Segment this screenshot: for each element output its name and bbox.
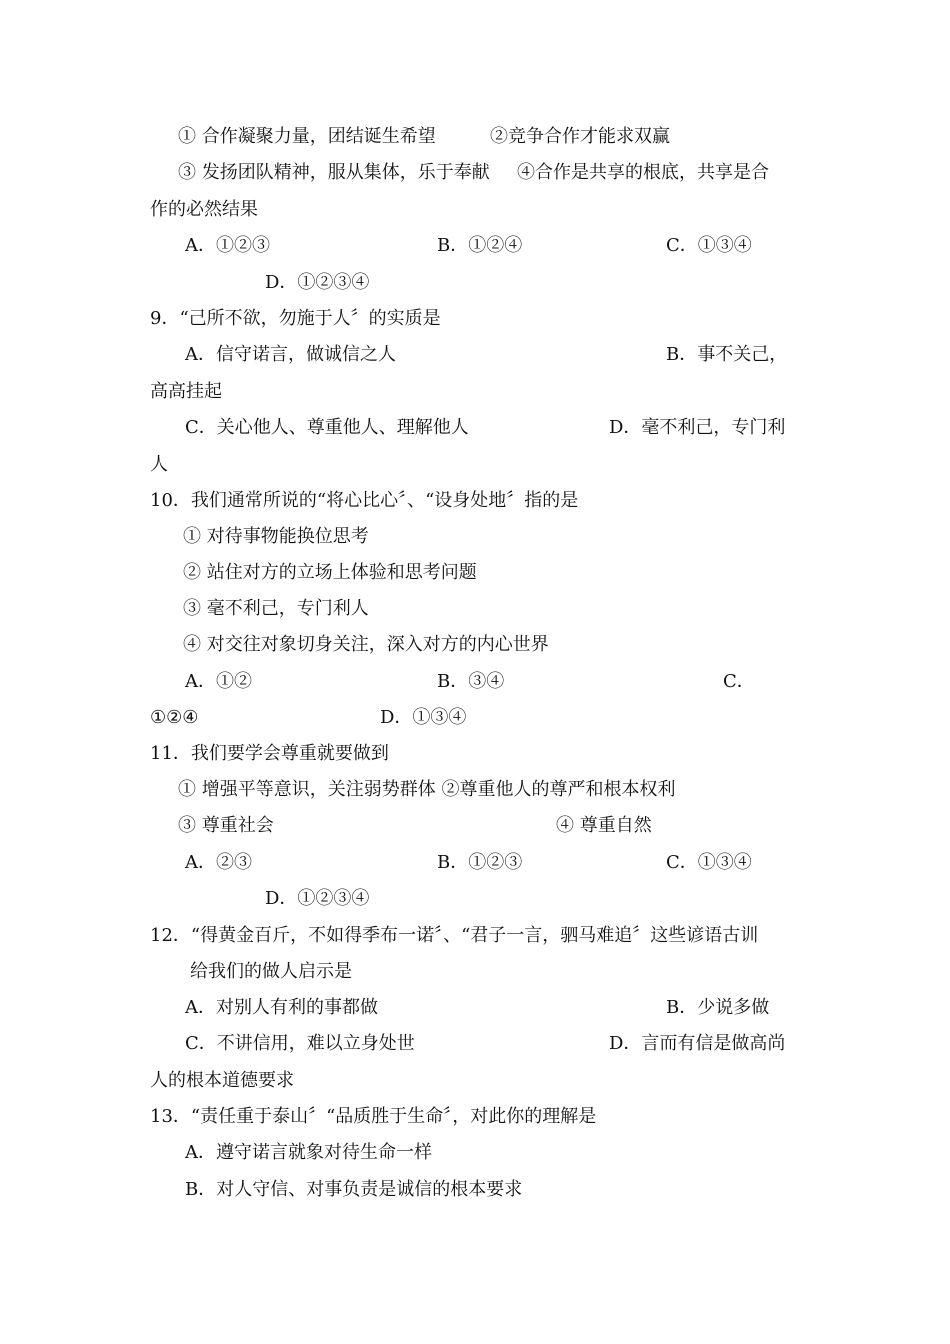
option-item-1: ① 对待事物能换位思考 [183,526,369,547]
text-continuation: 给我们的做人启示是 [190,961,352,982]
answer-choice-b: B．少说多做 [666,997,770,1018]
option-item-2: ② 站住对方的立场上体验和思考问题 [183,562,477,583]
answer-choice-c: C． [723,671,755,692]
answer-choice-d: D．①②③④ [265,272,370,293]
answer-choice-a: A．信守诺言，做诚信之人 [185,344,396,365]
answer-choice-b: B．对人守信、对事负责是诚信的根本要求 [185,1179,523,1200]
answer-choice-a: A．①②③ [185,235,270,256]
answer-choice-b: B．①②③ [437,852,523,873]
text-continuation: 人的根本道德要求 [150,1070,294,1091]
answer-choice-c: C．①③④ [666,852,752,873]
option-item-3: ③ 毫不利己，专门利人 [183,598,369,619]
question-10: 10．我们通常所说的“将心比心〞、“设身处地〞指的是 [150,490,579,511]
question-12: 12．“得黄金百斤，不如得季布一诺〞、“君子一言，驷马难追〞这些谚语古训 [150,925,759,946]
option-item-2: ②竞争合作才能求双赢 [490,126,670,147]
answer-choice-c: C．不讲信用，难以立身处世 [185,1033,415,1054]
option-item-3: ③ 尊重社会 [178,815,274,836]
answer-choice-c: C．关心他人、尊重他人、理解他人 [185,417,469,438]
answer-choice-a: A．对别人有利的事都做 [185,997,378,1018]
question-11: 11．我们要学会尊重就要做到 [150,743,389,764]
question-13: 13．“责任重于泰山〞“品质胜于生命〞，对此你的理解是 [150,1106,597,1127]
text-continuation: 作的必然结果 [150,199,258,220]
answer-choice-d: D．①②③④ [265,888,370,909]
answer-choice-b: B．①②④ [437,235,523,256]
question-9: 9．“己所不欲，勿施于人〞的实质是 [150,308,441,329]
answer-choice-c: C．①③④ [666,235,752,256]
option-item-1: ① 合作凝聚力量，团结诞生希望 [178,126,436,147]
answer-choice-d: D．言而有信是做高尚 [609,1033,786,1054]
answer-choice-b: B．③④ [437,671,505,692]
answer-choice-a: A．①② [185,671,252,692]
option-item-3: ③ 发扬团队精神，服从集体，乐于奉献 [178,162,490,183]
option-item-4: ④ 尊重自然 [556,815,652,836]
answer-choice-a: A．遵守诺言就象对待生命一样 [185,1142,432,1163]
option-item-4: ④ 对交往对象切身关注，深入对方的内心世界 [183,634,549,655]
answer-choice-d: D．毫不利己，专门利 [609,417,786,438]
answer-choice-c-value: ①②④ [150,707,199,728]
option-item-4: ④合作是共享的根底，共享是合 [517,162,769,183]
answer-choice-d: D．①③④ [380,707,467,728]
answer-choice-b: B．事不关己， [666,344,788,365]
answer-choice-a: A．②③ [185,852,252,873]
text-continuation: 人 [150,454,168,475]
text-continuation: 高高挂起 [150,381,222,402]
option-items-1-2: ① 增强平等意识，关注弱势群体 ②尊重他人的尊严和根本权利 [178,779,676,800]
